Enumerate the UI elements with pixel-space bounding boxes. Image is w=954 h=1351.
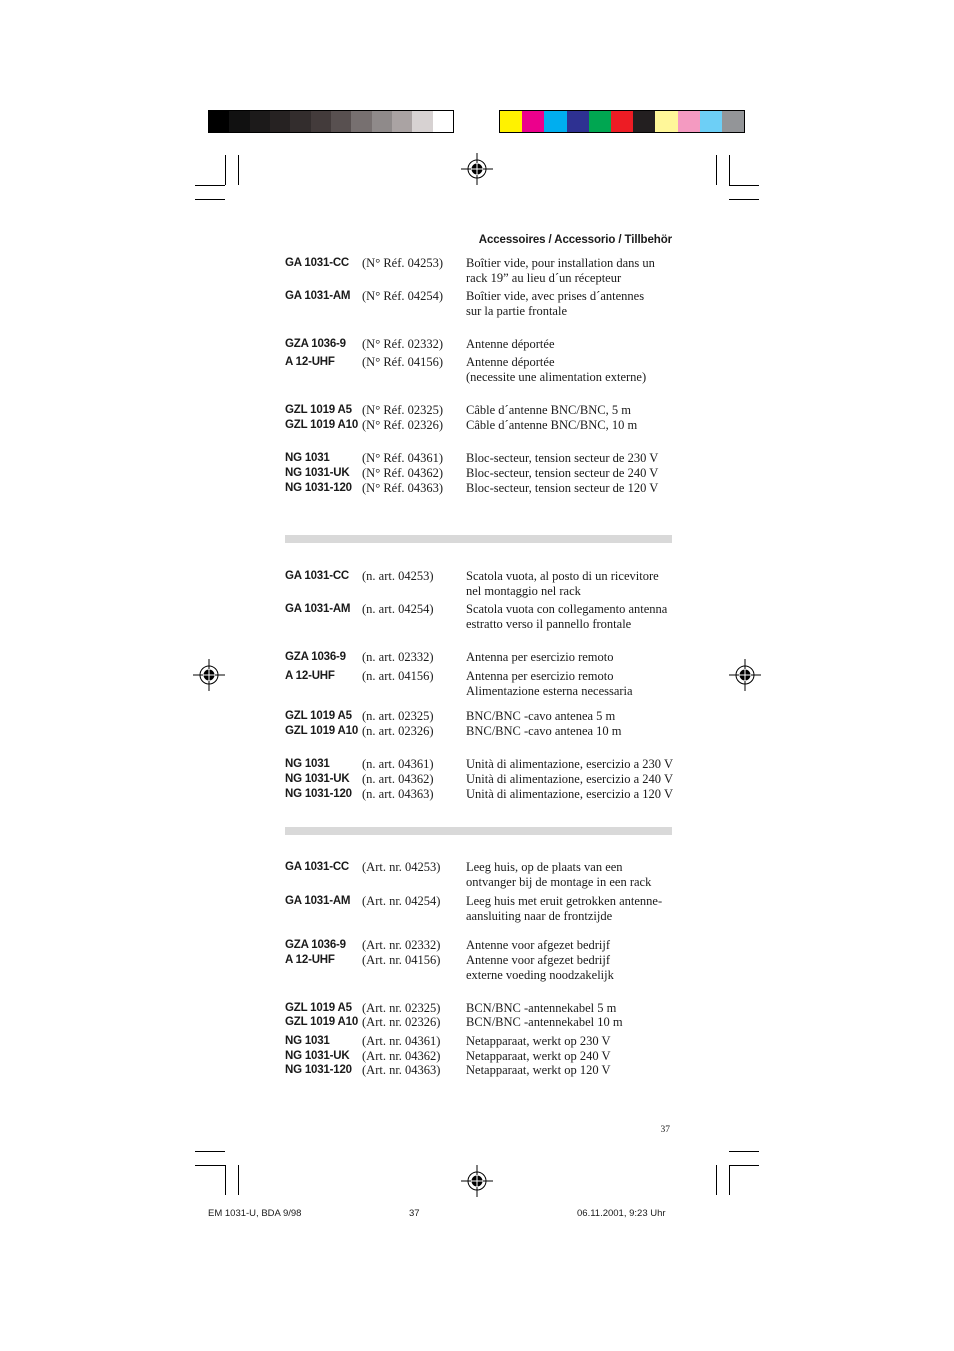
product-description [466, 650, 678, 665]
product-reference: (Art. nr. 04253) [362, 860, 441, 874]
product-code: GZL 1019 A5 [285, 404, 352, 416]
crop-mark [238, 1165, 239, 1195]
description-line: BNC/BNC -cavo antenea 5 m [466, 709, 616, 723]
product-code: A 12-UHF [285, 670, 335, 682]
description-line: Antenne déportée [466, 355, 555, 369]
description-line: Unità di alimentazione, esercizio a 240 V [466, 772, 673, 786]
product-code: GZA 1036-9 [285, 651, 346, 663]
description-line: Antenna per esercizio remoto [466, 669, 614, 683]
registration-mark-icon [729, 659, 761, 691]
product-code: NG 1031-UK [285, 773, 350, 785]
color-swatch [722, 111, 744, 132]
product-description [466, 1015, 678, 1030]
color-swatch [567, 111, 589, 132]
product-reference: (Art. nr. 04254) [362, 894, 441, 908]
product-code: NG 1031-UK [285, 467, 350, 479]
footer-center: 37 [409, 1208, 420, 1219]
product-description [466, 724, 678, 739]
product-code: GZL 1019 A10 [285, 1016, 359, 1028]
description-line: Leeg huis met eruit getrokken antenne- [466, 894, 663, 908]
product-description [466, 938, 678, 953]
color-swatch [522, 111, 544, 132]
product-reference: (n. art. 04156) [362, 669, 434, 683]
crop-mark [729, 155, 730, 185]
color-swatch [500, 111, 522, 132]
product-code: GA 1031-CC [285, 570, 350, 582]
product-code: NG 1031-120 [285, 482, 352, 494]
color-swatch [412, 111, 432, 132]
registration-mark-icon [461, 1165, 493, 1197]
description-line: Câble d´antenne BNC/BNC, 10 m [466, 418, 638, 432]
section-divider [285, 535, 672, 543]
product-reference: (N° Réf. 02326) [362, 418, 444, 432]
description-line: nel montaggio nel rack [466, 584, 581, 598]
product-code: NG 1031-120 [285, 1064, 352, 1076]
product-description [466, 451, 678, 466]
description-line: Bloc-secteur, tension secteur de 230 V [466, 451, 659, 465]
color-swatch [331, 111, 351, 132]
registration-mark-icon [193, 659, 225, 691]
product-code: GZL 1019 A5 [285, 710, 352, 722]
description-line: Netapparaat, werkt op 240 V [466, 1049, 611, 1063]
product-reference: (Art. nr. 02332) [362, 938, 441, 952]
crop-mark [729, 1165, 759, 1166]
crop-mark [729, 185, 759, 186]
product-description [466, 337, 678, 352]
product-reference: (N° Réf. 04253) [362, 256, 444, 270]
product-description [466, 1034, 678, 1049]
color-swatch [700, 111, 722, 132]
product-reference: (Art. nr. 02326) [362, 1015, 441, 1029]
product-code: GA 1031-CC [285, 257, 350, 269]
color-swatch [678, 111, 700, 132]
description-line: Scatola vuota con collegamento antenna [466, 602, 668, 616]
color-swatch [589, 111, 611, 132]
registration-mark-icon [461, 153, 493, 185]
product-description [466, 894, 678, 924]
product-description [466, 1049, 678, 1064]
product-reference: (n. art. 02326) [362, 724, 434, 738]
description-line: Scatola vuota, al posto di un ricevitore [466, 569, 659, 583]
product-description [466, 669, 678, 699]
product-reference: (N° Réf. 04156) [362, 355, 444, 369]
product-code: NG 1031 [285, 452, 330, 464]
product-code: GZA 1036-9 [285, 939, 346, 951]
description-line: Boîtier vide, pour installation dans un [466, 256, 655, 270]
product-reference: (Art. nr. 04156) [362, 953, 441, 967]
product-code: GA 1031-CC [285, 861, 350, 873]
color-swatch [372, 111, 392, 132]
product-description [466, 757, 678, 772]
page-number: 37 [660, 1125, 670, 1135]
description-line: aansluiting naar de frontzijde [466, 909, 613, 923]
crop-mark [195, 185, 225, 186]
product-description [466, 1063, 678, 1078]
product-reference: (n. art. 04363) [362, 787, 434, 801]
description-line: externe voeding noodzakelijk [466, 968, 614, 982]
description-line: Netapparaat, werkt op 230 V [466, 1034, 611, 1048]
crop-mark [225, 155, 226, 185]
product-reference: (N° Réf. 04363) [362, 481, 444, 495]
product-code: GA 1031-AM [285, 290, 351, 302]
description-line: (necessite une alimentation externe) [466, 370, 647, 384]
color-swatch [611, 111, 633, 132]
product-description [466, 355, 678, 385]
color-swatch [633, 111, 655, 132]
product-code: NG 1031 [285, 758, 330, 770]
product-code: GZL 1019 A5 [285, 1002, 352, 1014]
product-description [466, 403, 678, 418]
product-reference: (N° Réf. 02332) [362, 337, 444, 351]
product-description [466, 709, 678, 724]
description-line: sur la partie frontale [466, 304, 567, 318]
product-reference: (n. art. 02332) [362, 650, 434, 664]
product-description [466, 860, 678, 890]
crop-mark [716, 155, 717, 185]
description-line: Bloc-secteur, tension secteur de 240 V [466, 466, 659, 480]
product-reference: (N° Réf. 02325) [362, 403, 444, 417]
color-swatch [655, 111, 677, 132]
footer-right: 06.11.2001, 9:23 Uhr [577, 1208, 666, 1219]
color-swatch [392, 111, 412, 132]
product-description [466, 256, 678, 286]
crop-mark [716, 1165, 717, 1195]
product-reference: (Art. nr. 04363) [362, 1063, 441, 1077]
description-line: Alimentazione esterna necessaria [466, 684, 633, 698]
description-line: Antenna per esercizio remoto [466, 650, 614, 664]
product-description [466, 418, 678, 433]
description-line: BCN/BNC -antennekabel 5 m [466, 1001, 617, 1015]
description-line: Antenne voor afgezet bedrijf [466, 938, 611, 952]
description-line: estratto verso il pannello frontale [466, 617, 632, 631]
color-swatch [351, 111, 371, 132]
product-code: A 12-UHF [285, 356, 335, 368]
process-color-bar [499, 110, 745, 133]
description-line: Antenne voor afgezet bedrijf [466, 953, 611, 967]
description-line: Leeg huis, op de plaats van een [466, 860, 623, 874]
product-description [466, 569, 678, 599]
product-code: GA 1031-AM [285, 603, 351, 615]
color-swatch [311, 111, 331, 132]
crop-mark [238, 155, 239, 185]
product-description [466, 1001, 678, 1016]
crop-mark [729, 1165, 730, 1195]
footer-left: EM 1031-U, BDA 9/98 [208, 1208, 302, 1219]
description-line: Netapparaat, werkt op 120 V [466, 1063, 611, 1077]
product-code: GZA 1036-9 [285, 338, 346, 350]
product-description [466, 953, 678, 983]
product-code: GZL 1019 A10 [285, 419, 359, 431]
color-swatch [209, 111, 229, 132]
color-swatch [433, 111, 453, 132]
section-divider [285, 827, 672, 835]
product-description [466, 602, 678, 632]
color-swatch [544, 111, 566, 132]
product-reference: (Art. nr. 04361) [362, 1034, 441, 1048]
description-line: BNC/BNC -cavo antenea 10 m [466, 724, 622, 738]
product-reference: (n. art. 04254) [362, 602, 434, 616]
product-description [466, 772, 678, 787]
description-line: BCN/BNC -antennekabel 10 m [466, 1015, 623, 1029]
description-line: Câble d´antenne BNC/BNC, 5 m [466, 403, 631, 417]
product-reference: (N° Réf. 04361) [362, 451, 444, 465]
crop-mark [195, 199, 225, 200]
product-description [466, 466, 678, 481]
crop-mark [225, 1165, 226, 1195]
crop-mark [195, 1165, 225, 1166]
gray-color-bar [208, 110, 454, 133]
description-line: rack 19” au lieu d´un récepteur [466, 271, 622, 285]
crop-mark [729, 199, 759, 200]
product-reference: (Art. nr. 02325) [362, 1001, 441, 1015]
color-swatch [270, 111, 290, 132]
product-reference: (n. art. 04253) [362, 569, 434, 583]
product-code: NG 1031-UK [285, 1050, 350, 1062]
product-reference: (n. art. 04362) [362, 772, 434, 786]
color-swatch [290, 111, 310, 132]
product-code: NG 1031-120 [285, 788, 352, 800]
description-line: Boîtier vide, avec prises d´antennes [466, 289, 645, 303]
product-reference: (n. art. 04361) [362, 757, 434, 771]
product-description [466, 787, 678, 802]
product-description [466, 289, 678, 319]
description-line: ontvanger bij de montage in een rack [466, 875, 652, 889]
product-reference: (Art. nr. 04362) [362, 1049, 441, 1063]
crop-mark [195, 1151, 225, 1152]
product-code: NG 1031 [285, 1035, 330, 1047]
product-reference: (N° Réf. 04362) [362, 466, 444, 480]
description-line: Unità di alimentazione, esercizio a 230 V [466, 757, 673, 771]
product-code: A 12-UHF [285, 954, 335, 966]
product-description [466, 481, 678, 496]
product-code: GZL 1019 A10 [285, 725, 359, 737]
color-swatch [229, 111, 249, 132]
crop-mark [729, 1151, 759, 1152]
page-heading: Accessoires / Accessorio / Tillbehör [478, 234, 672, 246]
description-line: Bloc-secteur, tension secteur de 120 V [466, 481, 659, 495]
product-reference: (n. art. 02325) [362, 709, 434, 723]
product-reference: (N° Réf. 04254) [362, 289, 444, 303]
color-swatch [250, 111, 270, 132]
description-line: Unità di alimentazione, esercizio a 120 V [466, 787, 673, 801]
product-code: GA 1031-AM [285, 895, 351, 907]
description-line: Antenne déportée [466, 337, 555, 351]
